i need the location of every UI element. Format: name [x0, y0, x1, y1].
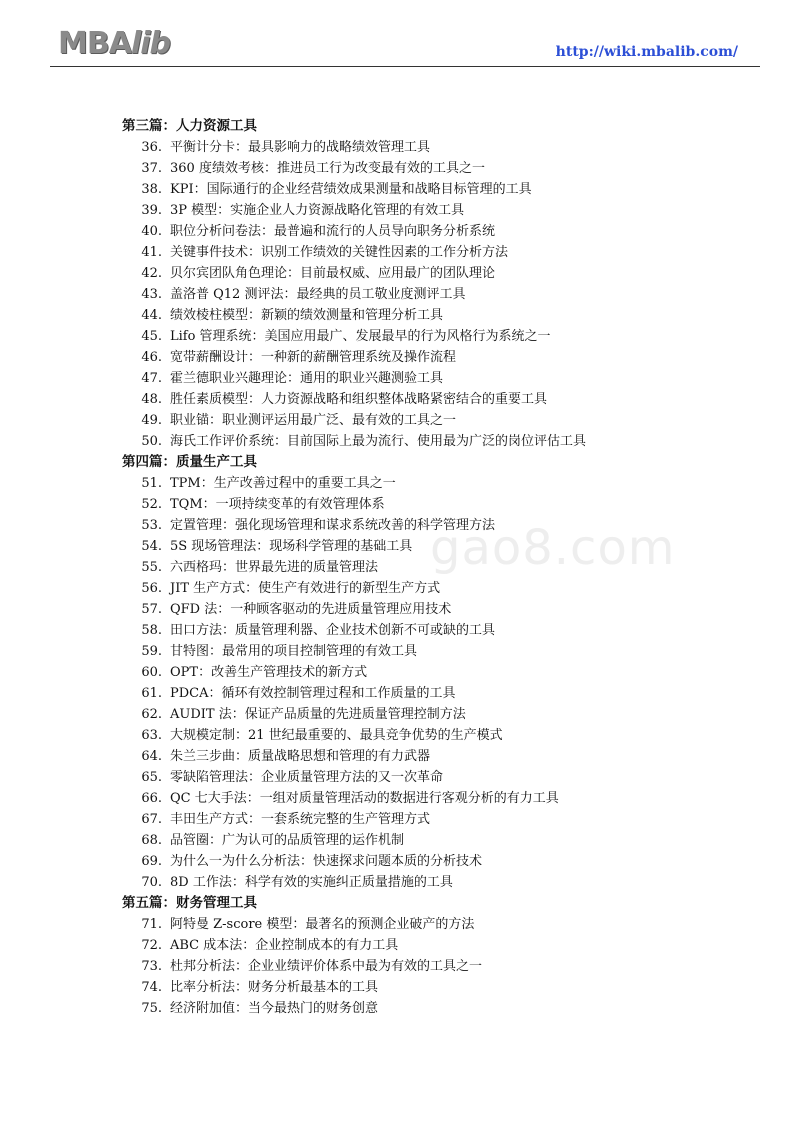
toc-item[interactable] [122, 641, 742, 662]
item-text: TQM：一项持续变革的有效管理体系 [170, 497, 385, 512]
item-text: 丰田生产方式：一套系统完整的生产管理方式 [170, 812, 431, 827]
item-text: 田口方法：质量管理利器、企业技术创新不可或缺的工具 [170, 623, 496, 638]
item-text: Lifo 管理系统：美国应用最广、发展最早的行为风格行为系统之一 [170, 329, 551, 344]
item-number: 36. [141, 140, 162, 155]
toc-item[interactable] [122, 473, 742, 494]
item-text: 职位分析问卷法：最普遍和流行的人员导向职务分析系统 [170, 224, 496, 239]
item-text: 胜任素质模型：人力资源战略和组织整体战略紧密结合的重要工具 [170, 392, 548, 407]
section-title: 第五篇：财务管理工具 [122, 895, 257, 911]
toc-item[interactable] [122, 620, 742, 641]
item-number: 64. [141, 749, 162, 764]
item-number: 53. [141, 518, 162, 533]
toc-item[interactable] [122, 431, 742, 452]
toc-item[interactable] [122, 515, 742, 536]
toc-item[interactable] [122, 536, 742, 557]
item-text: 3P 模型：实施企业人力资源战略化管理的有效工具 [170, 203, 465, 218]
item-number: 60. [141, 665, 162, 680]
item-text: 为什么一为什么分析法：快速探求问题本质的分析技术 [170, 854, 483, 869]
item-text: 品管圈：广为认可的品质管理的运作机制 [170, 833, 405, 848]
item-text: 经济附加值：当今最热门的财务创意 [170, 1001, 379, 1016]
toc-section [122, 893, 742, 1019]
logo-suffix: lib [130, 26, 170, 61]
toc-item[interactable] [122, 284, 742, 305]
item-number: 66. [141, 791, 162, 806]
toc-section [122, 116, 742, 452]
toc-item[interactable] [122, 200, 742, 221]
toc-item[interactable] [122, 221, 742, 242]
item-text: 职业锚：职业测评运用最广泛、最有效的工具之一 [170, 413, 457, 428]
item-number: 61. [141, 686, 162, 701]
item-text: 贝尔宾团队角色理论：目前最权威、应用最广的团队理论 [170, 266, 496, 281]
item-number: 54. [141, 539, 162, 554]
logo-main: MBA [58, 26, 131, 61]
toc-item[interactable] [122, 494, 742, 515]
toc-item[interactable] [122, 662, 742, 683]
header-divider [50, 66, 760, 67]
item-number: 48. [141, 392, 162, 407]
item-text: 宽带薪酬设计：一种新的薪酬管理系统及操作流程 [170, 350, 457, 365]
item-number: 73. [141, 959, 162, 974]
item-number: 69. [141, 854, 162, 869]
toc-item[interactable] [122, 263, 742, 284]
section-title: 第四篇：质量生产工具 [122, 454, 257, 470]
toc-item[interactable] [122, 326, 742, 347]
section-title: 第三篇：人力资源工具 [122, 118, 257, 134]
toc-item[interactable] [122, 746, 742, 767]
item-text: 霍兰德职业兴趣理论：通用的职业兴趣测验工具 [170, 371, 444, 386]
toc-item[interactable] [122, 347, 742, 368]
item-text: PDCA：循环有效控制管理过程和工作质量的工具 [170, 686, 456, 701]
toc-item[interactable] [122, 977, 742, 998]
item-text: TPM：生产改善过程中的重要工具之一 [170, 476, 396, 491]
item-text: 绩效棱柱模型：新颖的绩效测量和管理分析工具 [170, 308, 444, 323]
item-number: 43. [141, 287, 162, 302]
item-number: 56. [141, 581, 162, 596]
item-number: 65. [141, 770, 162, 785]
toc-item[interactable] [122, 788, 742, 809]
item-number: 37. [141, 161, 162, 176]
item-number: 39. [141, 203, 162, 218]
toc-section [122, 452, 742, 893]
toc-item[interactable] [122, 704, 742, 725]
toc-item[interactable] [122, 137, 742, 158]
item-text: QC 七大手法：一组对质量管理活动的数据进行客观分析的有力工具 [170, 791, 559, 806]
item-text: KPI：国际通行的企业经营绩效成果测量和战略目标管理的工具 [170, 182, 532, 197]
item-number: 55. [141, 560, 162, 575]
item-number: 47. [141, 371, 162, 386]
item-number: 74. [141, 980, 162, 995]
item-number: 57. [141, 602, 162, 617]
toc-item[interactable] [122, 410, 742, 431]
item-text: 比率分析法：财务分析最基本的工具 [170, 980, 379, 995]
item-number: 63. [141, 728, 162, 743]
item-text: ABC 成本法：企业控制成本的有力工具 [170, 938, 399, 953]
item-text: 阿特曼 Z-score 模型：最著名的预测企业破产的方法 [170, 917, 475, 932]
item-number: 40. [141, 224, 162, 239]
toc-content [122, 116, 742, 1019]
toc-item[interactable] [122, 998, 742, 1019]
item-text: 零缺陷管理法：企业质量管理方法的又一次革命 [170, 770, 444, 785]
toc-item[interactable] [122, 242, 742, 263]
item-text: 六西格玛：世界最先进的质量管理法 [170, 560, 379, 575]
toc-item[interactable] [122, 872, 742, 893]
item-number: 59. [141, 644, 162, 659]
item-text: QFD 法：一种顾客驱动的先进质量管理应用技术 [170, 602, 452, 617]
item-number: 51. [141, 476, 162, 491]
toc-item[interactable] [122, 851, 742, 872]
toc-item[interactable] [122, 725, 742, 746]
item-number: 67. [141, 812, 162, 827]
watermark: gao8.com [430, 520, 676, 576]
item-number: 62. [141, 707, 162, 722]
item-number: 70. [141, 875, 162, 890]
item-text: 大规模定制：21 世纪最重要的、最具竞争优势的生产模式 [170, 728, 503, 743]
item-number: 52. [141, 497, 162, 512]
toc-item[interactable] [122, 368, 742, 389]
item-number: 58. [141, 623, 162, 638]
item-text: 海氏工作评价系统：目前国际上最为流行、使用最为广泛的岗位评估工具 [170, 434, 587, 449]
toc-item[interactable] [122, 158, 742, 179]
item-text: 甘特图：最常用的项目控制管理的有效工具 [170, 644, 418, 659]
page-header [0, 0, 800, 72]
item-number: 41. [141, 245, 162, 260]
item-number: 42. [141, 266, 162, 281]
toc-item[interactable] [122, 179, 742, 200]
item-text: 杜邦分析法：企业业绩评价体系中最为有效的工具之一 [170, 959, 483, 974]
item-text: 定置管理：强化现场管理和谋求系统改善的科学管理方法 [170, 518, 496, 533]
item-number: 46. [141, 350, 162, 365]
item-number: 45. [141, 329, 162, 344]
item-text: 朱兰三步曲：质量战略思想和管理的有力武器 [170, 749, 431, 764]
toc-item[interactable] [122, 914, 742, 935]
item-text: 360 度绩效考核：推进员工行为改变最有效的工具之一 [170, 161, 485, 176]
item-number: 75. [141, 1001, 162, 1016]
item-text: JIT 生产方式：使生产有效进行的新型生产方式 [170, 581, 441, 596]
item-text: 盖洛普 Q12 测评法：最经典的员工敬业度测评工具 [170, 287, 466, 302]
toc-item[interactable] [122, 305, 742, 326]
toc-item[interactable] [122, 578, 742, 599]
toc-item[interactable] [122, 557, 742, 578]
site-url-link[interactable]: http://wiki.mbalib.com/ [555, 44, 738, 60]
toc-item[interactable] [122, 830, 742, 851]
toc-item[interactable] [122, 809, 742, 830]
item-text: 5S 现场管理法：现场科学管理的基础工具 [170, 539, 413, 554]
item-text: AUDIT 法：保证产品质量的先进质量管理控制方法 [170, 707, 466, 722]
item-number: 49. [141, 413, 162, 428]
toc-item[interactable] [122, 767, 742, 788]
item-number: 50. [141, 434, 162, 449]
item-number: 68. [141, 833, 162, 848]
toc-item[interactable] [122, 956, 742, 977]
mbalib-logo[interactable] [58, 26, 170, 61]
toc-item[interactable] [122, 389, 742, 410]
item-text: 关键事件技术：识别工作绩效的关键性因素的工作分析方法 [170, 245, 509, 260]
item-number: 38. [141, 182, 162, 197]
item-number: 44. [141, 308, 162, 323]
item-number: 72. [141, 938, 162, 953]
item-text: OPT：改善生产管理技术的新方式 [170, 665, 368, 680]
toc-item[interactable] [122, 599, 742, 620]
item-text: 平衡计分卡：最具影响力的战略绩效管理工具 [170, 140, 431, 155]
item-text: 8D 工作法：科学有效的实施纠正质量措施的工具 [170, 875, 453, 890]
toc-item[interactable] [122, 935, 742, 956]
toc-item[interactable] [122, 683, 742, 704]
item-number: 71. [141, 917, 162, 932]
